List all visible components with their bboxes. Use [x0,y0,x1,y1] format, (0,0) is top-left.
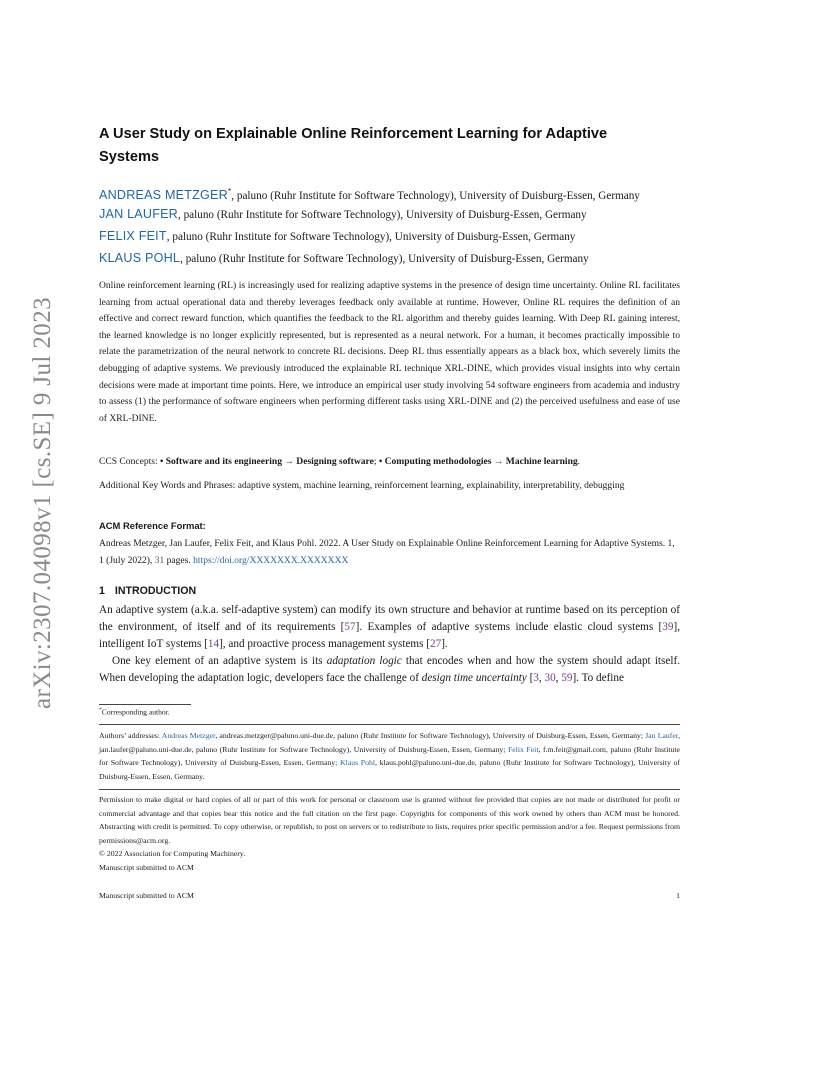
ccs-concepts: CCS Concepts: • Software and its engineering → Designing software; • Computing methodologies → Machine learning. [99,456,581,467]
footnote-rule [99,704,191,705]
author-name: FELIX FEIT [99,229,167,243]
introduction-body [99,602,680,687]
footer-text: Manuscript submitted to ACM [99,891,194,900]
section-title: INTRODUCTION [114,585,197,597]
citation-link[interactable]: 14 [207,637,220,650]
page-footer [99,891,680,900]
author-link[interactable]: Jan Laufer [645,731,679,740]
paragraph: One key element of an adaptive system is its adaptation logic that encodes when and how the system should adapt itself. When developing the adaptation logic, developers face the challenge of design time uncertainty [3, 30, 59]. To define [99,654,680,684]
author-affiliation: , paluno (Ruhr Institute for Software Technology), University of Duisburg-Essen, Germany [180,253,589,265]
citation-link[interactable]: 30 [544,671,556,684]
copyright-line: © 2022 Association for Computing Machinery. [99,849,246,859]
citation-link[interactable]: 3 [533,671,539,684]
author-name: ANDREAS METZGER* [99,187,232,203]
citation-link[interactable]: 27 [430,637,442,650]
author-affiliation: , paluno (Ruhr Institute for Software Technology), University of Duisburg-Essen, Germany [231,190,640,203]
ccs-concept-1: • Software and its engineering → Designing software [160,456,374,467]
author-addresses: Authors’ addresses: Andreas Metzger, andreas.metzger@paluno.uni-due.de, paluno (Ruhr Institute for Software Technology), University of Duisburg-Essen, Essen, Germany; Jan Laufer, jan.laufer@paluno.uni-due.de, paluno (Ruhr Institute for Software Technology), University of Duisburg-Essen, Essen, Germany; Felix Feit, f.m.feit@gmail.com, paluno (Ruhr Institute for Software Technology), University of Duisburg-Essen, Essen, Germany; Klaus Pohl, klaus.pohl@paluno.uni-due.de, paluno (Ruhr Institute for Software Technology), University of Duisburg-Essen, Essen, Germany. [99,731,680,781]
abstract: Online reinforcement learning (RL) is increasingly used for realizing adaptive systems in the presence of design time uncertainty. Online RL facilitates learning from actual operational data and thereby leverages feedback only available at runtime. However, Online RL requires the definition of an effective and correct reward function, which quantifies the feedback to the RL algorithm and thereby guides learning. With Deep RL gaining interest, the learned knowledge is no longer explicitly represented, but is represented as a neural network. For a human, it becomes practically impossible to relate the parametrization of the neural network to concrete RL decisions. Deep RL thus essentially appears as a black box, which severely limits the debugging of adaptive systems. We previously introduced the explainable RL technique XRL-DINE, which provides visual insights into why certain decisions were made at important time points. Here, we introduce an empirical user study involving 54 software engineers from academia and industry to assess (1) the performance of software engineers when performing different tasks using XRL-DINE and (2) the perceived usefulness and ease of use of XRL-DINE. [99,280,680,424]
acm-reference-heading: ACM Reference Format: [99,520,206,531]
author-line [99,184,689,204]
citation-link[interactable]: 59 [561,671,573,684]
paragraph: An adaptive system (a.k.a. self-adaptive system) can modify its own structure and behavior at runtime based on its perception of the environment, of itself and of its requirements [57]. Examples of adaptive systems include elastic cloud systems [39], intelligent IoT systems [14], and proactive process management systems [27]. [99,604,680,650]
divider [99,789,680,790]
author-affiliation: , paluno (Ruhr Institute for Software Technology), University of Duisburg-Essen, Germany [177,209,587,221]
citation-link[interactable]: 39 [662,620,674,633]
acm-reference-text: Andreas Metzger, Jan Laufer, Felix Feit, and Klaus Pohl. 2022. A User Study on Explainable Online Reinforcement Learning for Adaptive Systems. 1, 1 (July 2022), 31 pages. https://doi.org/XXXXXXX.XXXXXXX [99,538,675,566]
author-name: JAN LAUFER [99,207,178,221]
author-link[interactable]: Felix Feit [507,744,539,754]
keywords: Additional Key Words and Phrases: adaptive system, machine learning, reinforcement learning, explainability, interpretability, debugging [99,480,625,491]
author-link[interactable]: Klaus Pohl [340,758,375,768]
section-number: 1 [99,585,105,597]
pages-link[interactable]: 31 [154,554,165,566]
author-line [99,206,689,223]
arxiv-sidebar [28,296,58,709]
page-number: 1 [676,891,680,900]
permission-notice [99,793,680,875]
divider [99,724,680,725]
paper-title: A User Study on Explainable Online Reinforcement Learning for Adaptive Systems [99,126,608,165]
author-affiliation: , paluno (Ruhr Institute for Software Technology), University of Duisburg-Essen, Germany [166,231,576,243]
arxiv-identifier: arXiv:2307.04098v1 [cs.SE] 9 Jul 2023 [29,296,56,709]
author-line [99,250,689,267]
permission-text: Permission to make digital or hard copies of all or part of this work for personal or classroom use is granted without fee provided that copies are not made or distributed for profit or commercial advantage and that copies bear this notice and the full citation on the first page. Copyrights for components of this work owned by others than ACM must be honored. Abstracting with credit is permitted. To copy otherwise, or republish, to post on servers or to redistribute to lists, requires prior specific permission and/or a fee. Request permissions from permissions@acm.org. [99,795,680,845]
section-heading [99,585,196,597]
ccs-concept-2: • Computing methodologies → Machine learning [378,456,578,467]
author-line [99,228,689,245]
manuscript-line: Manuscript submitted to ACM [99,862,194,872]
doi-link[interactable]: https://doi.org/XXXXXXX.XXXXXXX [193,554,349,566]
author-name: KLAUS POHL [99,251,181,265]
citation-link[interactable]: 57 [344,620,356,633]
footnote: *Corresponding author. [99,707,170,717]
author-link[interactable]: Andreas Metzger [161,731,216,740]
